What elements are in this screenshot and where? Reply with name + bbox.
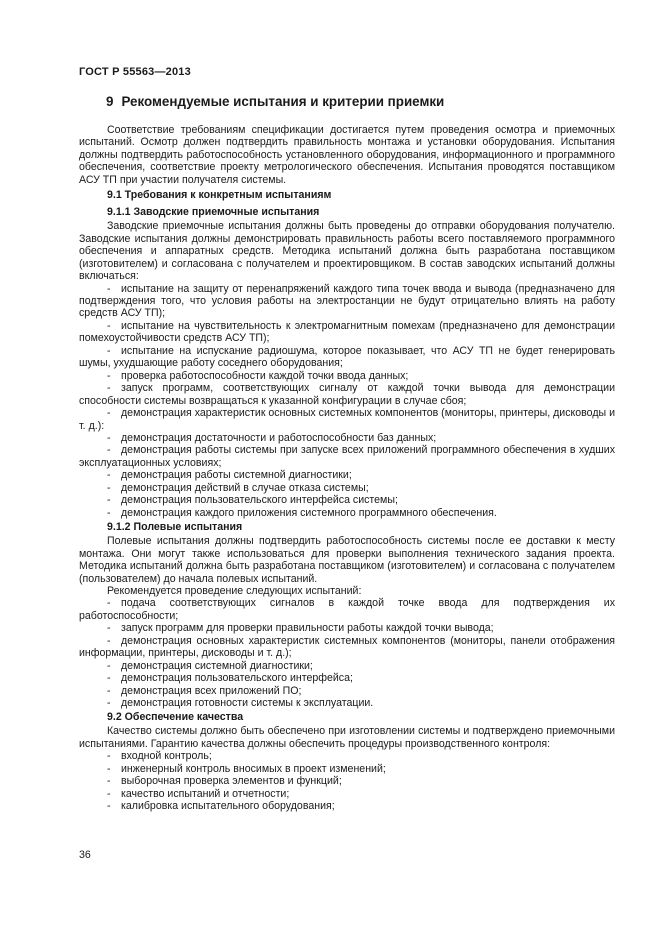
factory-tests-paragraph: Заводские приемочные испытания должны быть проведены до отправки оборудования получателю. Заводские испытания должны демонстрировать правильность работы всего поставляемого программного обеспечения и аппаратных средств. Методика испытаний должна быть разработана поставщиком (изготовителем) и согласована с получателем и проектировщиком. В состав заводских испытаний должны включаться: — [79, 220, 615, 283]
list-item: - входной контроль; — [107, 750, 212, 763]
list-item: - проверка работоспособности каждой точки ввода данных; — [107, 369, 409, 382]
list-item: - качество испытаний и отчетности; — [107, 787, 290, 800]
quality-list — [79, 750, 615, 812]
list-item: - подача соответствующих сигналов в каждой точке ввода для подтверждения их работоспособности; — [79, 597, 615, 622]
factory-tests-list — [79, 283, 615, 520]
list-item: - демонстрация работы системной диагностики; — [107, 469, 352, 482]
list-item: - испытание на чувствительность к электромагнитным помехам (предназначено для демонстрации помехоустойчивости средств АСУ ТП); — [79, 319, 615, 345]
document-body — [79, 124, 615, 813]
section-heading — [106, 94, 444, 109]
section-title-text: Рекомендуемые испытания и критерии приемки — [121, 94, 445, 109]
section-number: 9 — [106, 94, 114, 109]
subsection-heading-9-1-1: 9.1.1 Заводские приемочные испытания — [107, 206, 320, 219]
list-item: - калибровка испытательного оборудования; — [107, 800, 335, 813]
field-tests-paragraph: Полевые испытания должны подтвердить работоспособность системы после ее доставки к месту монтажа. Они могут также использоваться для проверки выполнения технического задания проекта. Методика испытаний должна быть разработана поставщиком (изготовителем) и согласована с получателем (пользователем) до начала полевых испытаний. — [79, 535, 615, 585]
list-item: - испытание на защиту от перенапряжений каждого типа точек ввода и вывода (предназначено для подтверждения того, что условия работы на электростанции не будут отрицательно влиять на работу средств АСУ ТП); — [79, 282, 615, 320]
intro-paragraph: Соответствие требованиям спецификации достигается путем проведения осмотра и приемочных испытаний. Осмотр должен подтвердить правильность монтажа и установки оборудования. Испытания должны подтвердить работоспособность установленного оборудования, информационного и программного обеспечения, соответствие проекту метрологического обеспечения. Испытания проводятся поставщиком АСУ ТП при участии получателя системы. — [79, 124, 615, 186]
list-item: - демонстрация работы системы при запуске всех приложений программного обеспечения в худших эксплуатационных условиях; — [79, 444, 615, 469]
list-item: - демонстрация пользовательского интерфейса; — [107, 672, 353, 685]
subsection-heading-9-1-2: 9.1.2 Полевые испытания — [107, 521, 243, 534]
quality-paragraph: Качество системы должно быть обеспечено при изготовлении системы и подтверждено приемочными испытаниями. Гарантию качества должны обеспечить процедуры производственного контроля: — [79, 725, 615, 750]
field-tests-list — [79, 597, 615, 709]
field-tests-recommendation: Рекомендуется проведение следующих испытаний: — [107, 584, 362, 597]
list-item: - выборочная проверка элементов и функций; — [107, 775, 342, 788]
document-code-header: ГОСТ Р 55563—2013 — [79, 66, 191, 78]
list-item: - демонстрация основных характеристик системных компонентов (мониторы, панели отображения информации, принтеры, дисководы и т. д.); — [79, 634, 615, 660]
list-item: - запуск программ, соответствующих сигналу от каждой точки вывода для демонстрации способности системы возвращаться к указанной конфигурации в случае сбоя; — [79, 382, 615, 407]
list-item: - демонстрация характеристик основных системных компонентов (мониторы, принтеры, дисководы и т. д.): — [79, 407, 615, 432]
list-item: - демонстрация пользовательского интерфейса системы; — [107, 494, 398, 507]
list-item: - демонстрация всех приложений ПО; — [107, 684, 302, 697]
subsection-heading-9-2: 9.2 Обеспечение качества — [107, 711, 244, 724]
page-number: 36 — [79, 849, 91, 861]
list-item: - демонстрация системной диагностики; — [107, 659, 313, 672]
list-item: - демонстрация достаточности и работоспособности баз данных; — [107, 431, 437, 444]
list-item: - демонстрация действий в случае отказа системы; — [107, 481, 369, 494]
list-item: - демонстрация готовности системы к эксплуатации. — [107, 697, 374, 710]
list-item: - запуск программ для проверки правильности работы каждой точки вывода; — [107, 622, 494, 635]
list-item: - демонстрация каждого приложения системного программного обеспечения. — [107, 506, 497, 519]
subsection-heading-9-1: 9.1 Требования к конкретным испытаниям — [107, 189, 332, 202]
list-item: - испытание на испускание радиошума, которое показывает, что АСУ ТП не будет генерировать шумы, ухудшающие работу соседнего оборудования; — [79, 344, 615, 370]
list-item: - инженерный контроль вносимых в проект изменений; — [107, 762, 386, 775]
